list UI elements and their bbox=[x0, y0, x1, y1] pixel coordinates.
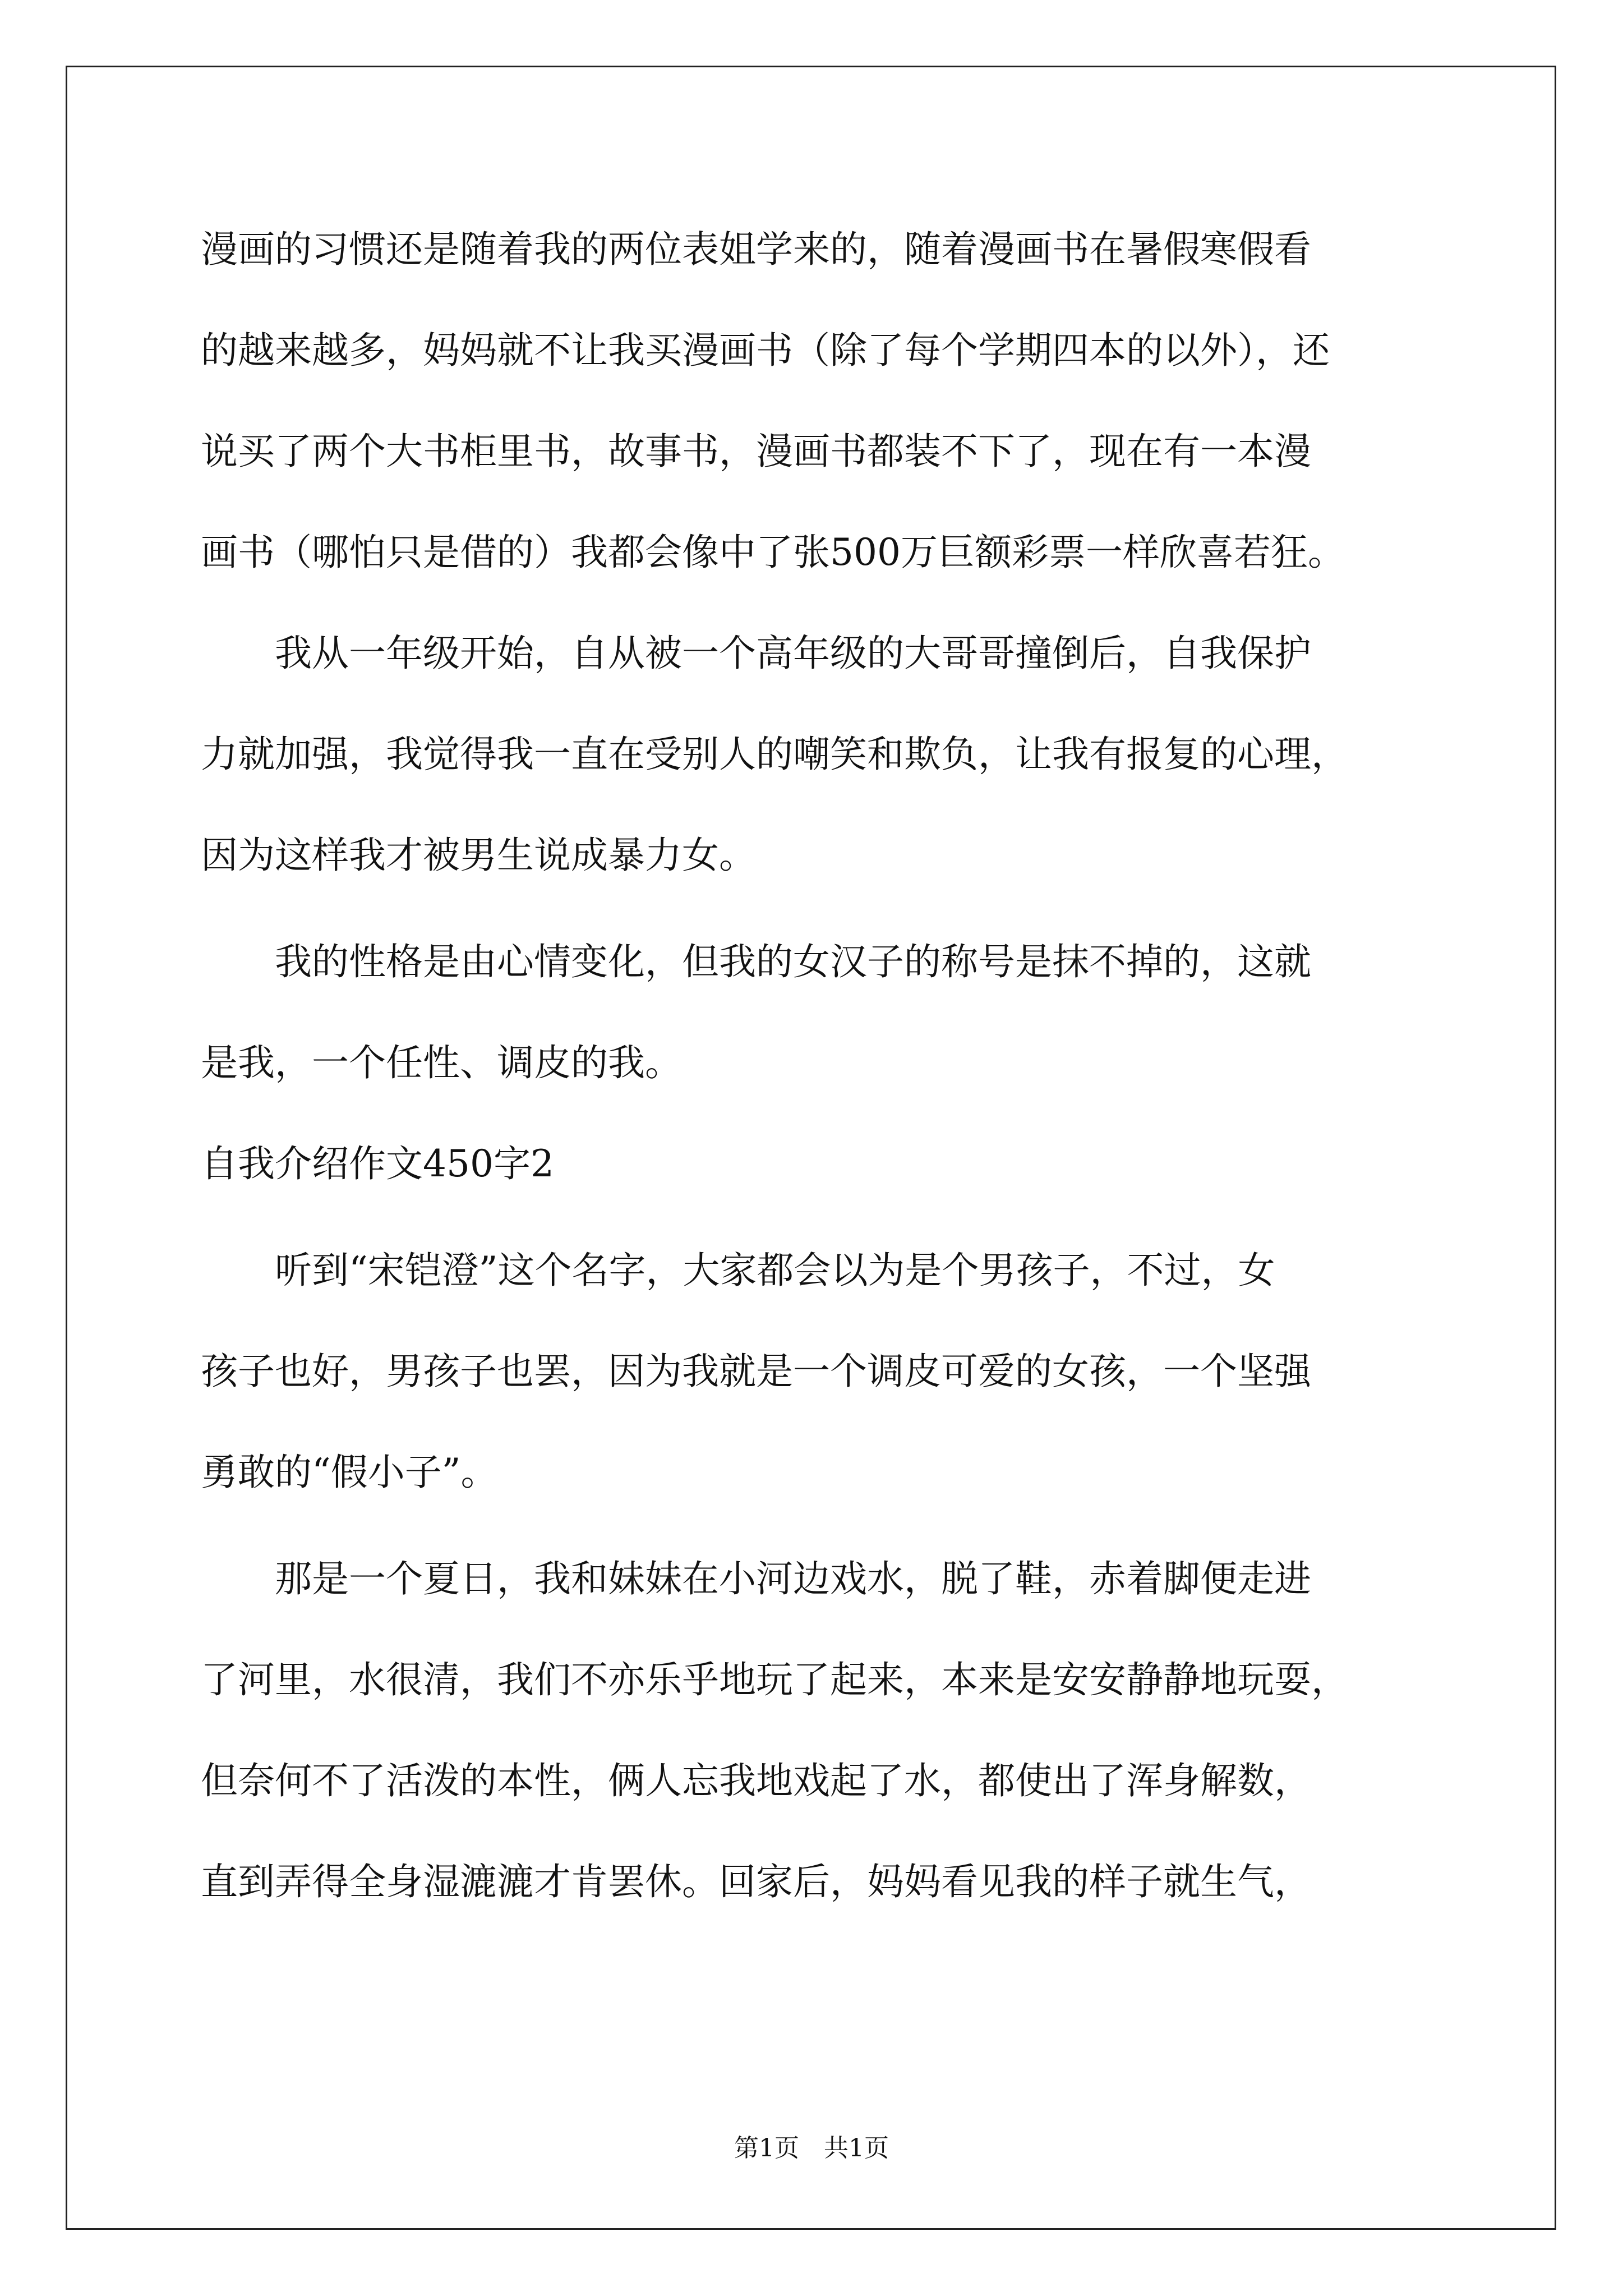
text-line-5: 我从一年级开始，自从被一个高年级的大哥哥撞倒后，自我保护 bbox=[201, 632, 1311, 675]
text-line-4: 画书（哪怕只是借的）我都会像中了张500万巨额彩票一样欣喜若狂。 bbox=[201, 531, 1345, 574]
text-line-17: 直到弄得全身湿漉漉才肯罢休。回家后，妈妈看见我的样子就生气， bbox=[201, 1860, 1311, 1903]
text-line-9: 是我，一个任性、调皮的我。 bbox=[201, 1041, 682, 1084]
text-line-6: 力就加强，我觉得我一直在受别人的嘲笑和欺负，让我有报复的心理， bbox=[201, 733, 1348, 776]
text-line-7: 因为这样我才被男生说成暴力女。 bbox=[201, 834, 756, 877]
text-line-16: 但奈何不了活泼的本性，俩人忘我地戏起了水，都使出了浑身解数， bbox=[201, 1759, 1311, 1802]
text-line-13: 勇敢的“假小子”。 bbox=[201, 1451, 498, 1494]
section-heading: 自我介绍作文450字2 bbox=[201, 1142, 554, 1185]
text-line-12: 孩子也好，男孩子也罢，因为我就是一个调皮可爱的女孩，一个坚强 bbox=[201, 1350, 1311, 1393]
text-line-8: 我的性格是由心情变化，但我的女汉子的称号是抹不掉的，这就 bbox=[201, 940, 1311, 983]
page-footer: 第1页 共1页 bbox=[734, 2134, 889, 2162]
text-line-11: 听到“宋铠澄”这个名字，大家都会以为是个男孩子，不过，女 bbox=[201, 1249, 1275, 1292]
text-line-3: 说买了两个大书柜里书，故事书，漫画书都装不下了，现在有一本漫 bbox=[201, 430, 1311, 473]
text-line-15: 了河里，水很清，我们不亦乐乎地玩了起来，本来是安安静静地玩耍， bbox=[201, 1658, 1348, 1701]
text-line-2: 的越来越多，妈妈就不让我买漫画书（除了每个学期四本的以外），还 bbox=[201, 329, 1330, 372]
text-line-1: 漫画的习惯还是随着我的两位表姐学来的，随着漫画书在暑假寒假看 bbox=[201, 228, 1311, 271]
text-line-14: 那是一个夏日，我和妹妹在小河边戏水，脱了鞋，赤着脚便走进 bbox=[201, 1557, 1311, 1600]
